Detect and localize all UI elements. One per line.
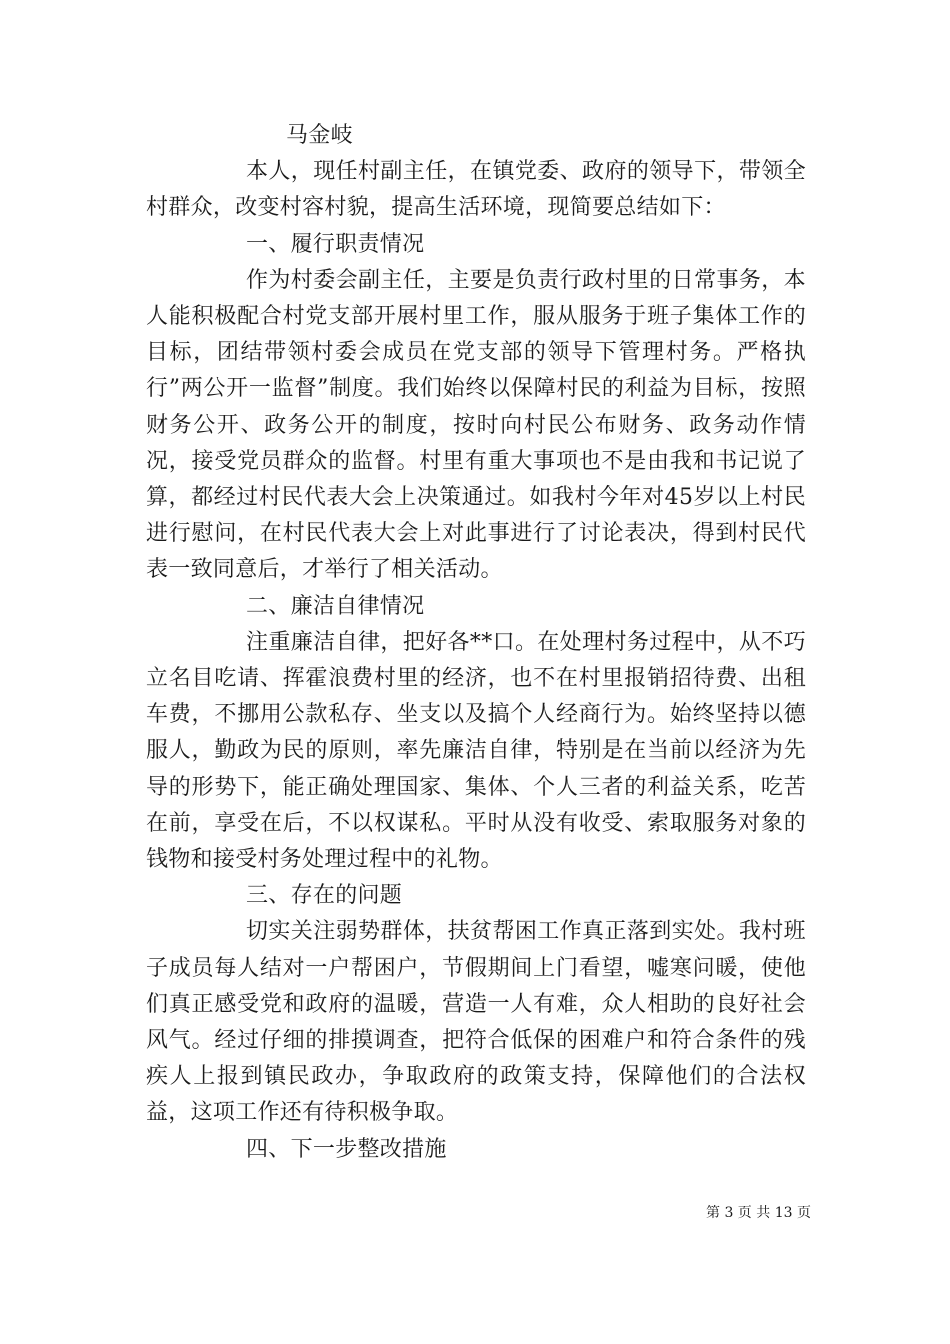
intro-paragraph: 本人，现任村副主任，在镇党委、政府的领导下，带领全村群众，改变村容村貌，提高生活环境，现简要总结如下： [146, 159, 806, 221]
page-number: 第 3 页 共 13 页 [706, 1205, 811, 1221]
section-heading-next-steps: 四、下一步整改措施 [246, 1136, 447, 1162]
section-heading-integrity: 二、廉洁自律情况 [246, 593, 425, 619]
section-body-problems: 切实关注弱势群体，扶贫帮困工作真正落到实处。我村班子成员每人结对一户帮困户，节假期间上门看望，嘘寒问暖，使他们真正感受党和政府的温暖，营造一人有难，众人相助的良好社会风气。经过仔细的排摸调查，把符合低保的困难户和符合条件的残疾人上报到镇民政办，争取政府的政策支持，保障他们的合法权益，这项工作还有待积极争取。 [146, 919, 806, 1126]
document-body [146, 118, 806, 1168]
section-body-integrity: 注重廉洁自律，把好各**口。在处理村务过程中，从不巧立名目吃请、挥霍浪费村里的经济，也不在村里报销招待费、出租车费，不挪用公款私存、坐支以及搞个人经商行为。始终坚持以德服人，勤政为民的原则，率先廉洁自律，特别是在当前以经济为先导的形势下，能正确处理国家、集体、个人三者的利益关系，吃苦在前，享受在后，不以权谋私。平时从没有收受、索取服务对象的钱物和接受村务处理过程中的礼物。 [146, 629, 806, 873]
author-name: 马金岐 [286, 123, 353, 148]
section-heading-problems: 三、存在的问题 [246, 883, 403, 909]
section-body-duties: 作为村委会副主任，主要是负责行政村里的日常事务，本人能积极配合村党支部开展村里工作，服从服务于班子集体工作的目标，团结带领村委会成员在党支部的领导下管理村务。严格执行”两公开一监督”制度。我们始终以保障村民的利益为目标，按照财务公开、政务公开的制度，按时向村民公布财务、政务动作情况，接受党员群众的监督。村里有重大事项也不是由我和书记说了算，都经过村民代表大会上决策通过。如我村今年对45岁以上村民进行慰问，在村民代表大会上对此事进行了讨论表决，得到村民代表一致同意后，才举行了相关活动。 [146, 267, 806, 583]
section-heading-duties: 一、履行职责情况 [246, 231, 425, 257]
